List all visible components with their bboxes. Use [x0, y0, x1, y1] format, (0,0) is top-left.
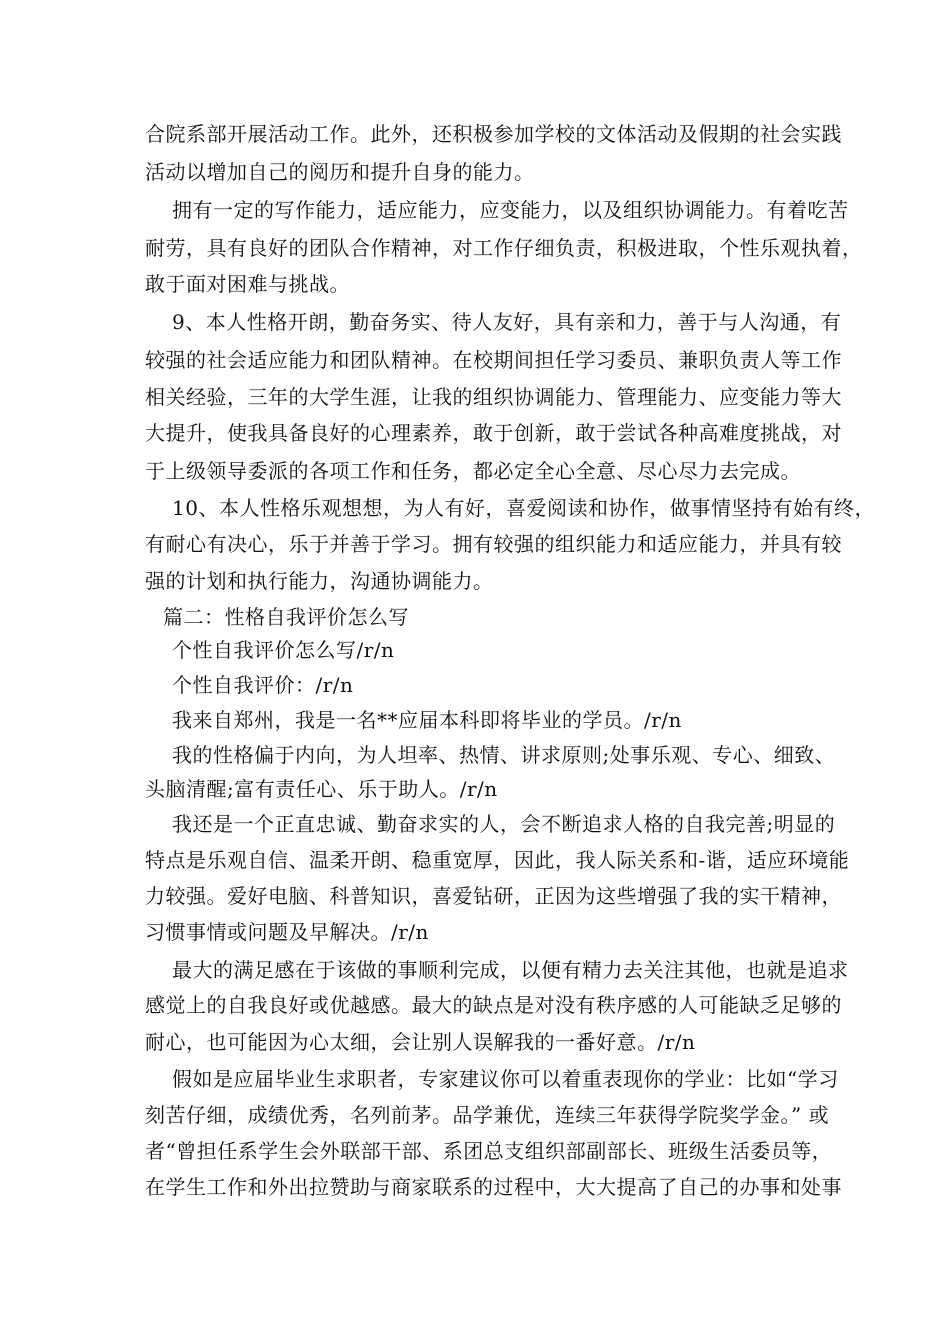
text-line: 耐劳，具有良好的团队合作精神，对工作仔细负责，积极进取，个性乐观执着， [145, 236, 863, 260]
text-line: 我来自郑州，我是一名**应届本科即将毕业的学员。/r/n [172, 708, 682, 732]
text-line: 相关经验，三年的大学生涯，让我的组织协调能力、管理能力、应变能力等大 [145, 385, 842, 409]
text-line: 大提升，使我具备良好的心理素养，敢于创新，敢于尝试各种高难度挑战，对 [145, 421, 842, 445]
text-line: 力较强。爱好电脑、科普知识，喜爱钻研，正因为这些增强了我的实干精神， [145, 884, 842, 908]
text-line: 较强的社会适应能力和团队精神。在校期间担任学习委员、兼职负责人等工作 [145, 348, 842, 372]
text-line: 于上级领导委派的各项工作和任务，都必定全心全意、尽心尽力去完成。 [145, 459, 801, 483]
text-line: 感觉上的自我良好或优越感。最大的缺点是对没有秩序感的人可能缺乏足够的 [145, 993, 842, 1017]
text-line: 拥有一定的写作能力，适应能力，应变能力，以及组织协调能力。有着吃苦 [172, 198, 849, 222]
text-line: 头脑清醒;富有责任心、乐于助人。/r/n [145, 777, 498, 801]
text-line: 在学生工作和外出拉赞助与商家联系的过程中，大大提高了自己的办事和处事 [145, 1175, 842, 1199]
text-line: 我还是一个正直忠诚、勤奋求实的人，会不断追求人格的自我完善;明显的 [172, 812, 836, 836]
text-line: 敢于面对困难与挑战。 [145, 272, 350, 296]
text-line: 刻苦仔细，成绩优秀，名列前茅。品学兼优，连续三年获得学院奖学金。” 或 [145, 1103, 830, 1127]
text-line: 10、本人性格乐观想想，为人有好，喜爱阅读和协作，做事情坚持有始有终， [172, 496, 875, 520]
text-line: 习惯事情或问题及早解决。/r/n [145, 920, 429, 944]
text-line: 合院系部开展活动工作。此外，还积极参加学校的文体活动及假期的社会实践 [145, 122, 842, 146]
section-heading: 篇二：性格自我评价怎么写 [163, 605, 409, 629]
text-line: 强的计划和执行能力，沟通协调能力。 [145, 569, 494, 593]
text-line: 假如是应届毕业生求职者，专家建议你可以着重表现你的学业：比如“学习 [172, 1067, 839, 1091]
text-line: 我的性格偏于内向，为人坦率、热情、讲求原则;处事乐观、专心、细致、 [172, 743, 836, 767]
text-line: 个性自我评价怎么写/r/n [172, 638, 395, 662]
text-line: 最大的满足感在于该做的事顺利完成，以便有精力去关注其他，也就是追求 [172, 958, 849, 982]
text-line: 有耐心有决心，乐于并善于学习。拥有较强的组织能力和适应能力，并具有较 [145, 532, 842, 556]
text-line: 特点是乐观自信、温柔开朗、稳重宽厚，因此，我人际关系和-谐，适应环境能 [145, 848, 850, 872]
text-line: 个性自我评价：/r/n [172, 673, 354, 697]
text-line: 9、本人性格开朗，勤奋务实、待人友好，具有亲和力，善于与人沟通，有 [172, 310, 842, 334]
text-line: 活动以增加自己的阅历和提升自身的能力。 [145, 160, 535, 184]
text-line: 者“曾担任系学生会外联部干部、系团总支组织部副部长、班级生活委员等， [145, 1139, 833, 1163]
text-line: 耐心，也可能因为心太细，会让别人误解我的一番好意。/r/n [145, 1030, 696, 1054]
